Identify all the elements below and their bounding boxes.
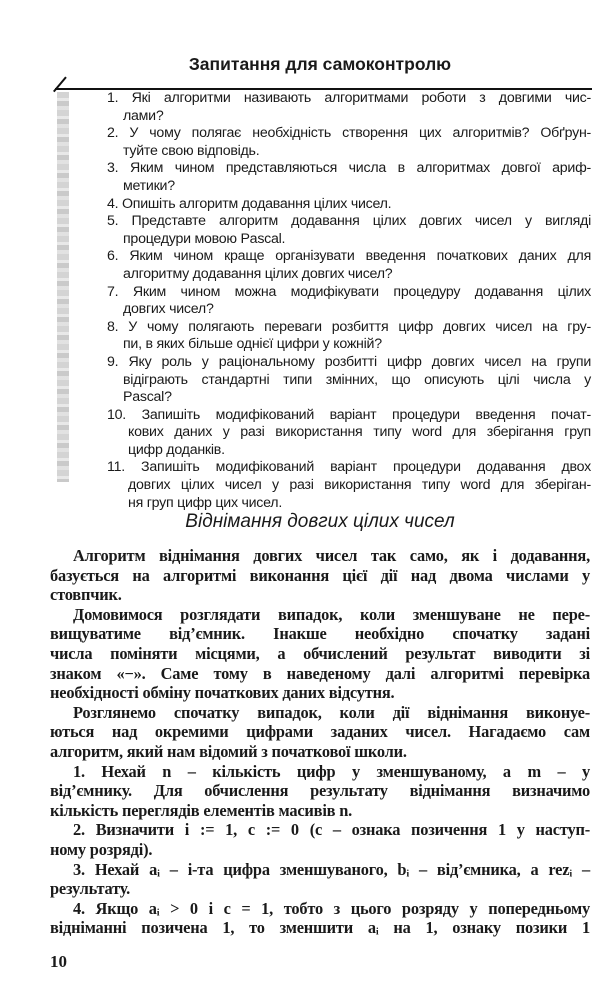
paragraph-line: необхідності обміну початкових даних відсутня. (50, 683, 395, 703)
question-item (107, 160, 591, 195)
question-item (107, 319, 591, 354)
question-line: туйте свою відповідь. (123, 142, 260, 159)
paragraph-line: 3. Нехай aᵢ – i-та цифра зменшуваного, bᵢ – від’ємника, а rezᵢ – (73, 859, 590, 879)
paragraph-line: 2. Визначити i := 1, c := 0 (c – ознака позичення 1 у наступ- (73, 820, 590, 840)
body-text (50, 546, 590, 938)
paragraph (50, 762, 590, 821)
paragraph (50, 899, 590, 938)
question-line: процедури мовою Pascal. (123, 230, 286, 247)
question-item (107, 248, 591, 283)
paragraph-line: вищуватиме від’ємник. Інакше необхідно спочатку задані (50, 624, 590, 644)
paragraph (50, 605, 590, 703)
paragraph-line: Алгоритм віднімання довгих чисел так само, як і додавання, (73, 546, 590, 565)
paragraph-line: знаком «−». Саме тому в наведеному далі алгоритмі перевірка (50, 663, 590, 683)
question-line: 4. Опишіть алгоритм додавання цілих чисел. (107, 195, 392, 212)
question-line: 1. Які алгоритми називають алгоритмами роботи з довгими чис- (107, 90, 591, 106)
paragraph-line: 4. Якщо aᵢ > 0 і c = 1, тобто з цього розряду у попередньому (73, 898, 590, 918)
question-item (107, 90, 591, 125)
question-line: 10. Запишіть модифікований варіант процедури введення почат- (107, 406, 591, 423)
section-header-title: Запитання для самоконтролю (188, 54, 452, 74)
question-line: цифр доданків. (128, 441, 225, 458)
question-line: кових даних у разі використання типу word для зберігання груп (128, 424, 591, 441)
paragraph-line: числа поміняти місцями, а обчислений результат виводити зі (50, 643, 590, 663)
question-item (107, 354, 591, 407)
question-item (107, 407, 591, 460)
paragraph-line: 1. Нехай n – кількість цифр у зменшуваному, а m – у (73, 761, 590, 781)
question-line: 3. Яким чином представляються числа в алгоритмах довгої ариф- (107, 160, 591, 177)
paragraph-line: ному розряді). (50, 839, 153, 859)
paragraph-line: Домовимося розглядати випадок, коли зменшуване не пере- (73, 604, 590, 624)
question-line: метики? (123, 177, 175, 194)
question-line: 6. Яким чином краще організувати введення початкових даних для (107, 248, 591, 265)
page-number: 10 (50, 952, 67, 971)
paragraph-line: від’ємнику. Для обчислення результату віднімання визначимо (50, 781, 590, 801)
question-line: довгих цілих чисел у разі використання типу word для зберіган- (128, 477, 591, 494)
question-line: довгих чисел? (123, 301, 214, 318)
section-title: Віднімання довгих цілих чисел (185, 511, 455, 532)
paragraph-line: Розглянемо спочатку випадок, коли дії віднімання виконуе- (73, 702, 590, 722)
question-line: відіграють стандартні типи змінних, що описують цілі числа у (123, 371, 591, 388)
question-item (107, 284, 591, 319)
question-item (107, 459, 591, 512)
question-line: Pascal? (123, 389, 172, 406)
paragraph (50, 860, 590, 899)
paragraph-line: алгоритм, який нам відомий з початкової школи. (50, 741, 407, 761)
paragraph-line: відніманні позичена 1, то зменшити aᵢ на 1, ознаку позики 1 (50, 918, 590, 938)
question-line: лами? (123, 107, 164, 124)
paragraph-line: стовпчик. (50, 585, 122, 605)
paragraph-line: кількість переглядів елементів масивів n. (50, 800, 353, 820)
question-line: алгоритму додавання цілих довгих чисел? (123, 265, 393, 282)
question-line: 2. У чому полягає необхідність створення цих алгоритмів? Обґрун- (107, 125, 591, 142)
question-item (107, 125, 591, 160)
paragraph (50, 546, 590, 605)
paragraph-line: результату. (50, 879, 130, 899)
question-line: 5. Представте алгоритм додавання цілих довгих чисел у вигляді (107, 213, 591, 230)
self-check-questions-list (107, 90, 591, 512)
paragraph-line: базується на алгоритмі виконання цієї дії над двома числами у (50, 565, 590, 585)
question-line: пи, в яких більше однієї цифри у кожній? (123, 336, 382, 353)
question-item (107, 213, 591, 248)
margin-decoration-strip (57, 92, 69, 482)
question-line: 7. Яким чином можна модифікувати процедуру додавання цілих (107, 283, 591, 300)
paragraph (50, 820, 590, 859)
question-line: 8. У чому полягають переваги розбиття цифр довгих чисел на гру- (107, 318, 591, 335)
question-line: 9. Яку роль у раціональному розбитті цифр довгих чисел на групи (107, 353, 591, 370)
question-line: 11. Запишіть модифікований варіант процедури додавання двох (107, 459, 591, 476)
question-line: ня груп цифр цих чисел. (128, 494, 283, 511)
paragraph-line: ються над окремими цифрами заданих чисел. Нагадаємо сам (50, 722, 590, 742)
paragraph (50, 703, 590, 762)
question-item (107, 196, 591, 214)
